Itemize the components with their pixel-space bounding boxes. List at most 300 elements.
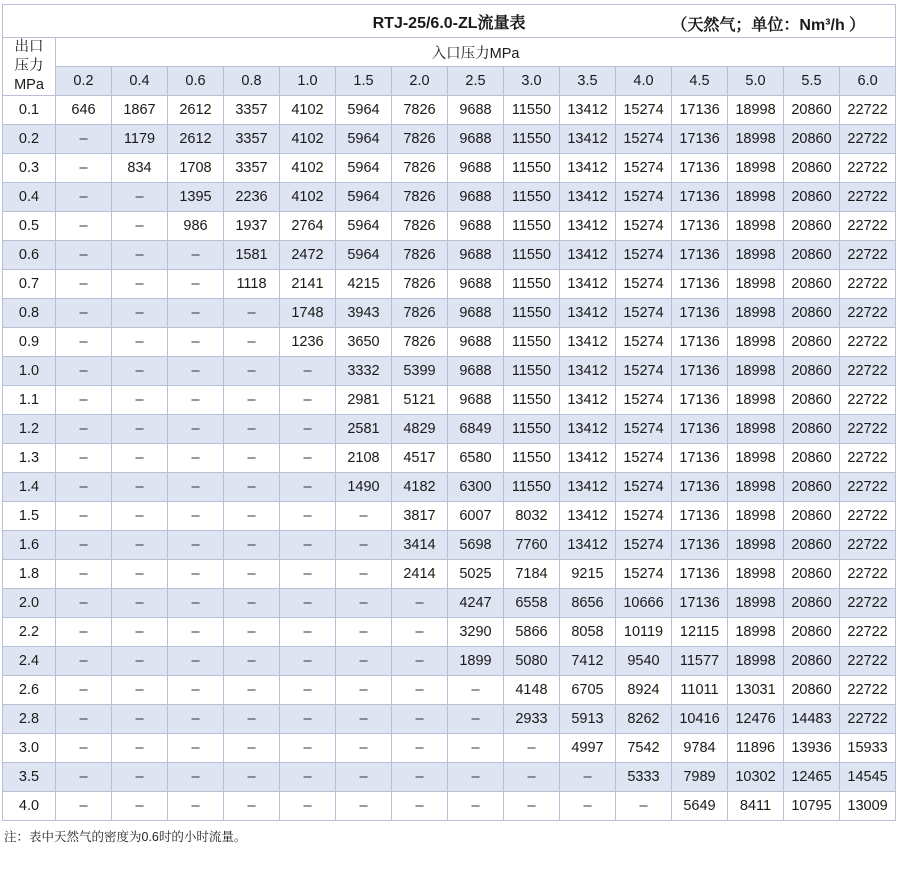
flow-value-cell: – (336, 560, 392, 589)
flow-value-cell: – (112, 531, 168, 560)
flow-value-cell: – (112, 502, 168, 531)
flow-value-cell: – (112, 647, 168, 676)
flow-value-cell: – (168, 792, 224, 821)
flow-value-cell: 8058 (560, 618, 616, 647)
flow-value-cell: 18998 (728, 270, 784, 299)
flow-value-cell: – (112, 705, 168, 734)
flow-value-cell: 3650 (336, 328, 392, 357)
flow-value-cell: 2981 (336, 386, 392, 415)
flow-value-cell: – (56, 328, 112, 357)
flow-value-cell: 17136 (672, 502, 728, 531)
flow-value-cell: 2764 (280, 212, 336, 241)
flow-value-cell: – (168, 763, 224, 792)
flow-value-cell: 20860 (784, 183, 840, 212)
outlet-pressure-cell: 3.0 (3, 734, 56, 763)
table-row (3, 676, 896, 705)
flow-value-cell: 22722 (840, 299, 896, 328)
flow-value-cell: 1490 (336, 473, 392, 502)
flow-value-cell: 11550 (504, 125, 560, 154)
flow-value-cell: 3817 (392, 502, 448, 531)
inlet-pressure-header: 1.0 (280, 67, 336, 96)
flow-value-cell: 2581 (336, 415, 392, 444)
inlet-pressure-header: 6.0 (840, 67, 896, 96)
flow-value-cell: – (168, 386, 224, 415)
flow-value-cell: 13412 (560, 531, 616, 560)
flow-value-cell: 17136 (672, 183, 728, 212)
flow-value-cell: – (280, 589, 336, 618)
flow-value-cell: 20860 (784, 270, 840, 299)
flow-value-cell: 5121 (392, 386, 448, 415)
flow-value-cell: 7826 (392, 212, 448, 241)
footnote: 注：表中天然气的密度为0.6时的小时流量。 (4, 830, 247, 844)
flow-value-cell: – (336, 618, 392, 647)
flow-value-cell: 18998 (728, 502, 784, 531)
flow-value-cell: 17136 (672, 589, 728, 618)
table-row (3, 96, 896, 125)
flow-value-cell: 20860 (784, 241, 840, 270)
inlet-pressure-header: 5.5 (784, 67, 840, 96)
flow-value-cell: – (112, 589, 168, 618)
flow-value-cell: 20860 (784, 531, 840, 560)
flow-value-cell: 5913 (560, 705, 616, 734)
flow-value-cell: 22722 (840, 96, 896, 125)
outlet-pressure-cell: 1.0 (3, 357, 56, 386)
axis-label-line: MPa (14, 77, 44, 93)
flow-value-cell: – (224, 473, 280, 502)
outlet-pressure-cell: 2.8 (3, 705, 56, 734)
flow-value-cell: 9784 (672, 734, 728, 763)
flow-value-cell: – (112, 734, 168, 763)
flow-value-cell: 18998 (728, 618, 784, 647)
flow-value-cell: – (112, 299, 168, 328)
flow-value-cell: – (168, 357, 224, 386)
flow-value-cell: 18998 (728, 241, 784, 270)
flow-value-cell: 5025 (448, 560, 504, 589)
flow-value-cell: 5399 (392, 357, 448, 386)
flow-value-cell: 11896 (728, 734, 784, 763)
table-title-row (3, 5, 896, 38)
axis-label-line: 压力 (14, 58, 44, 74)
unit-note: （天然气；单位：Nm³/h ） (671, 17, 866, 34)
flow-value-cell: 986 (168, 212, 224, 241)
table-row (3, 154, 896, 183)
flow-value-cell: 22722 (840, 560, 896, 589)
flow-value-cell: – (448, 676, 504, 705)
flow-value-cell: – (112, 415, 168, 444)
flow-value-cell: 22722 (840, 705, 896, 734)
flow-value-cell: 17136 (672, 241, 728, 270)
table-row (3, 183, 896, 212)
flow-value-cell: 9688 (448, 96, 504, 125)
flow-value-cell: 4182 (392, 473, 448, 502)
flow-value-cell: – (280, 357, 336, 386)
flow-value-cell: 7989 (672, 763, 728, 792)
flow-value-cell: – (280, 618, 336, 647)
flow-value-cell: 7412 (560, 647, 616, 676)
flow-value-cell: 1179 (112, 125, 168, 154)
flow-value-cell: 7826 (392, 96, 448, 125)
flow-value-cell: 8656 (560, 589, 616, 618)
flow-value-cell: 15274 (616, 183, 672, 212)
flow-value-cell: – (168, 502, 224, 531)
flow-value-cell: 10666 (616, 589, 672, 618)
flow-value-cell: 11550 (504, 328, 560, 357)
flow-value-cell: 12465 (784, 763, 840, 792)
flow-value-cell: 17136 (672, 328, 728, 357)
flow-table-container (2, 0, 898, 845)
table-row (3, 299, 896, 328)
flow-value-cell: 11550 (504, 154, 560, 183)
flow-value-cell: 10795 (784, 792, 840, 821)
flow-value-cell: 12476 (728, 705, 784, 734)
flow-value-cell: – (168, 618, 224, 647)
flow-value-cell: – (224, 444, 280, 473)
flow-value-cell: 2612 (168, 125, 224, 154)
flow-value-cell: 4247 (448, 589, 504, 618)
flow-value-cell: 13412 (560, 212, 616, 241)
flow-value-cell: – (112, 241, 168, 270)
flow-value-cell: 22722 (840, 502, 896, 531)
flow-value-cell: 4148 (504, 676, 560, 705)
inlet-pressure-header: 0.8 (224, 67, 280, 96)
flow-value-cell: – (280, 647, 336, 676)
flow-value-cell: 11550 (504, 96, 560, 125)
flow-value-cell: – (448, 763, 504, 792)
flow-value-cell: 6558 (504, 589, 560, 618)
flow-value-cell: 15274 (616, 415, 672, 444)
flow-value-cell: 22722 (840, 357, 896, 386)
flow-value-cell: – (224, 589, 280, 618)
flow-value-cell: – (336, 531, 392, 560)
flow-value-cell: 3290 (448, 618, 504, 647)
flow-value-cell: – (392, 763, 448, 792)
flow-value-cell: 17136 (672, 96, 728, 125)
table-row (3, 618, 896, 647)
flow-value-cell: 18998 (728, 473, 784, 502)
flow-value-cell: – (56, 531, 112, 560)
flow-value-cell: 11550 (504, 415, 560, 444)
flow-value-cell: 13412 (560, 299, 616, 328)
flow-value-cell: 15274 (616, 328, 672, 357)
flow-value-cell: 4102 (280, 125, 336, 154)
flow-value-cell: 3943 (336, 299, 392, 328)
flow-value-cell: – (336, 647, 392, 676)
flow-value-cell: – (112, 270, 168, 299)
flow-value-cell: 7826 (392, 183, 448, 212)
outlet-pressure-cell: 1.1 (3, 386, 56, 415)
table-row (3, 734, 896, 763)
flow-value-cell: 1748 (280, 299, 336, 328)
flow-value-cell: 22722 (840, 415, 896, 444)
flow-value-cell: 20860 (784, 415, 840, 444)
flow-value-cell: 8032 (504, 502, 560, 531)
inlet-pressure-header: 3.0 (504, 67, 560, 96)
flow-value-cell: 3357 (224, 125, 280, 154)
flow-value-cell: 7826 (392, 241, 448, 270)
flow-value-cell: 12115 (672, 618, 728, 647)
flow-value-cell: 20860 (784, 676, 840, 705)
flow-value-cell: 13412 (560, 183, 616, 212)
flow-value-cell: 14545 (840, 763, 896, 792)
flow-value-cell: 17136 (672, 299, 728, 328)
flow-value-cell: – (168, 270, 224, 299)
flow-value-cell: – (168, 589, 224, 618)
outlet-pressure-cell: 1.4 (3, 473, 56, 502)
flow-value-cell: 10119 (616, 618, 672, 647)
flow-value-cell: 15274 (616, 357, 672, 386)
flow-value-cell: 5964 (336, 241, 392, 270)
inlet-pressure-label: 入口压力MPa (56, 38, 896, 67)
flow-value-cell: – (392, 618, 448, 647)
table-row (3, 560, 896, 589)
flow-value-cell: 17136 (672, 473, 728, 502)
table-row (3, 792, 896, 821)
flow-value-cell: 9688 (448, 154, 504, 183)
flow-value-cell: 22722 (840, 676, 896, 705)
flow-value-cell: – (224, 299, 280, 328)
flow-value-cell: 9540 (616, 647, 672, 676)
flow-value-cell: – (56, 647, 112, 676)
flow-value-cell: 15274 (616, 154, 672, 183)
flow-value-cell: 20860 (784, 473, 840, 502)
flow-value-cell: – (168, 705, 224, 734)
flow-value-cell: 5080 (504, 647, 560, 676)
flow-value-cell: 11577 (672, 647, 728, 676)
flow-value-cell: – (224, 734, 280, 763)
flow-value-cell: 9688 (448, 241, 504, 270)
flow-value-cell: 18998 (728, 444, 784, 473)
flow-value-cell: 11550 (504, 386, 560, 415)
flow-value-cell: – (56, 705, 112, 734)
flow-value-cell: – (224, 792, 280, 821)
flow-value-cell: 14483 (784, 705, 840, 734)
flow-value-cell: 4215 (336, 270, 392, 299)
outlet-pressure-cell: 4.0 (3, 792, 56, 821)
flow-value-cell: – (280, 531, 336, 560)
table-row (3, 473, 896, 502)
flow-value-cell: 22722 (840, 473, 896, 502)
flow-value-cell: 13412 (560, 502, 616, 531)
flow-value-cell: 3332 (336, 357, 392, 386)
outlet-pressure-cell: 3.5 (3, 763, 56, 792)
flow-value-cell: 13936 (784, 734, 840, 763)
flow-value-cell: 20860 (784, 618, 840, 647)
flow-value-cell: 13412 (560, 444, 616, 473)
flow-value-cell: – (56, 444, 112, 473)
flow-value-cell: 2236 (224, 183, 280, 212)
table-row (3, 415, 896, 444)
flow-value-cell: – (224, 705, 280, 734)
flow-value-cell: 18998 (728, 415, 784, 444)
flow-value-cell: 9688 (448, 212, 504, 241)
flow-value-cell: – (56, 618, 112, 647)
flow-value-cell: – (56, 270, 112, 299)
flow-value-cell: – (560, 792, 616, 821)
flow-value-cell: 13412 (560, 357, 616, 386)
flow-value-cell: 22722 (840, 125, 896, 154)
flow-value-cell: – (112, 357, 168, 386)
flow-value-cell: 18998 (728, 154, 784, 183)
outlet-pressure-cell: 1.8 (3, 560, 56, 589)
flow-value-cell: – (336, 705, 392, 734)
flow-value-cell: 18998 (728, 560, 784, 589)
flow-value-cell: – (392, 647, 448, 676)
flow-value-cell: 20860 (784, 647, 840, 676)
flow-value-cell: 13412 (560, 386, 616, 415)
flow-value-cell: 9688 (448, 299, 504, 328)
flow-value-cell: 11550 (504, 299, 560, 328)
flow-value-cell: – (336, 502, 392, 531)
flow-value-cell: 2612 (168, 96, 224, 125)
flow-value-cell: 5964 (336, 183, 392, 212)
flow-value-cell: 1899 (448, 647, 504, 676)
flow-value-cell: 18998 (728, 125, 784, 154)
flow-value-cell: – (504, 763, 560, 792)
table-row (3, 444, 896, 473)
flow-value-cell: – (56, 386, 112, 415)
flow-value-cell: – (336, 734, 392, 763)
flow-value-cell: – (448, 705, 504, 734)
flow-value-cell: 1236 (280, 328, 336, 357)
flow-value-cell: 3357 (224, 96, 280, 125)
flow-value-cell: – (616, 792, 672, 821)
flow-value-cell: 17136 (672, 386, 728, 415)
flow-value-cell: 13412 (560, 154, 616, 183)
flow-value-cell: – (224, 386, 280, 415)
flow-value-cell: – (112, 386, 168, 415)
flow-value-cell: 834 (112, 154, 168, 183)
flow-value-cell: 13412 (560, 415, 616, 444)
flow-value-cell: 5698 (448, 531, 504, 560)
table-row (3, 502, 896, 531)
flow-value-cell: – (280, 763, 336, 792)
flow-value-cell: 1395 (168, 183, 224, 212)
flow-value-cell: 20860 (784, 589, 840, 618)
flow-value-cell: 4102 (280, 183, 336, 212)
flow-value-cell: – (56, 357, 112, 386)
flow-value-cell: – (112, 618, 168, 647)
flow-value-cell: – (392, 589, 448, 618)
flow-value-cell: 20860 (784, 560, 840, 589)
flow-value-cell: 8924 (616, 676, 672, 705)
flow-value-cell: – (56, 763, 112, 792)
outlet-pressure-cell: 2.4 (3, 647, 56, 676)
inlet-pressure-header: 1.5 (336, 67, 392, 96)
flow-value-cell: 17136 (672, 415, 728, 444)
flow-value-cell: 18998 (728, 357, 784, 386)
flow-value-cell: 4517 (392, 444, 448, 473)
table-row (3, 270, 896, 299)
flow-value-cell: 22722 (840, 183, 896, 212)
flow-value-cell: – (336, 763, 392, 792)
flow-value-cell: 17136 (672, 270, 728, 299)
flow-value-cell: 17136 (672, 444, 728, 473)
flow-value-cell: 7826 (392, 154, 448, 183)
flow-value-cell: – (224, 560, 280, 589)
flow-value-cell: – (56, 589, 112, 618)
flow-value-cell: 22722 (840, 386, 896, 415)
flow-value-cell: 4997 (560, 734, 616, 763)
flow-value-cell: – (56, 502, 112, 531)
flow-value-cell: 9688 (448, 357, 504, 386)
outlet-pressure-cell: 1.2 (3, 415, 56, 444)
flow-value-cell: – (168, 415, 224, 444)
flow-value-cell: 11550 (504, 183, 560, 212)
flow-value-cell: 5964 (336, 125, 392, 154)
flow-value-cell: 20860 (784, 357, 840, 386)
flow-value-cell: 13009 (840, 792, 896, 821)
flow-value-cell: – (280, 676, 336, 705)
flow-value-cell: 22722 (840, 241, 896, 270)
outlet-pressure-cell: 2.2 (3, 618, 56, 647)
outlet-pressure-cell: 1.5 (3, 502, 56, 531)
flow-value-cell: 6849 (448, 415, 504, 444)
flow-value-cell: – (168, 647, 224, 676)
flow-value-cell: – (280, 444, 336, 473)
flow-value-cell: – (168, 531, 224, 560)
flow-value-cell: 22722 (840, 647, 896, 676)
flow-value-cell: 22722 (840, 270, 896, 299)
flow-value-cell: – (224, 502, 280, 531)
outlet-pressure-cell: 2.6 (3, 676, 56, 705)
flow-value-cell: 5964 (336, 96, 392, 125)
flow-value-cell: 1581 (224, 241, 280, 270)
flow-value-cell: 11550 (504, 357, 560, 386)
flow-value-cell: 18998 (728, 299, 784, 328)
outlet-pressure-cell: 1.3 (3, 444, 56, 473)
flow-value-cell: – (56, 473, 112, 502)
inlet-pressure-header: 3.5 (560, 67, 616, 96)
flow-value-cell: 18998 (728, 96, 784, 125)
flow-value-cell: – (112, 473, 168, 502)
outlet-pressure-cell: 0.6 (3, 241, 56, 270)
flow-value-cell: 17136 (672, 125, 728, 154)
flow-value-cell: 1118 (224, 270, 280, 299)
flow-value-cell: – (448, 792, 504, 821)
flow-value-cell: 17136 (672, 357, 728, 386)
flow-value-cell: 15274 (616, 96, 672, 125)
outlet-pressure-cell: 0.8 (3, 299, 56, 328)
flow-value-cell: 6580 (448, 444, 504, 473)
flow-value-cell: 7826 (392, 328, 448, 357)
table-row (3, 125, 896, 154)
inlet-pressure-header: 2.0 (392, 67, 448, 96)
flow-value-cell: – (336, 589, 392, 618)
flow-value-cell: 17136 (672, 154, 728, 183)
flow-value-cell: – (224, 531, 280, 560)
flow-value-cell: 9215 (560, 560, 616, 589)
flow-value-cell: 15274 (616, 560, 672, 589)
flow-value-cell: 20860 (784, 328, 840, 357)
flow-value-cell: 18998 (728, 183, 784, 212)
flow-value-cell: – (112, 792, 168, 821)
flow-value-cell: 15274 (616, 212, 672, 241)
inlet-pressure-header: 0.4 (112, 67, 168, 96)
flow-value-cell: – (168, 241, 224, 270)
flow-value-cell: 2108 (336, 444, 392, 473)
flow-value-cell: – (280, 792, 336, 821)
table-row (3, 705, 896, 734)
flow-value-cell: 20860 (784, 125, 840, 154)
flow-value-cell: 11550 (504, 270, 560, 299)
flow-value-cell: 9688 (448, 125, 504, 154)
flow-value-cell: 3414 (392, 531, 448, 560)
flow-value-cell: – (224, 328, 280, 357)
flow-value-cell: – (168, 473, 224, 502)
flow-value-cell: 1937 (224, 212, 280, 241)
flow-value-cell: 7826 (392, 299, 448, 328)
flow-value-cell: – (224, 676, 280, 705)
